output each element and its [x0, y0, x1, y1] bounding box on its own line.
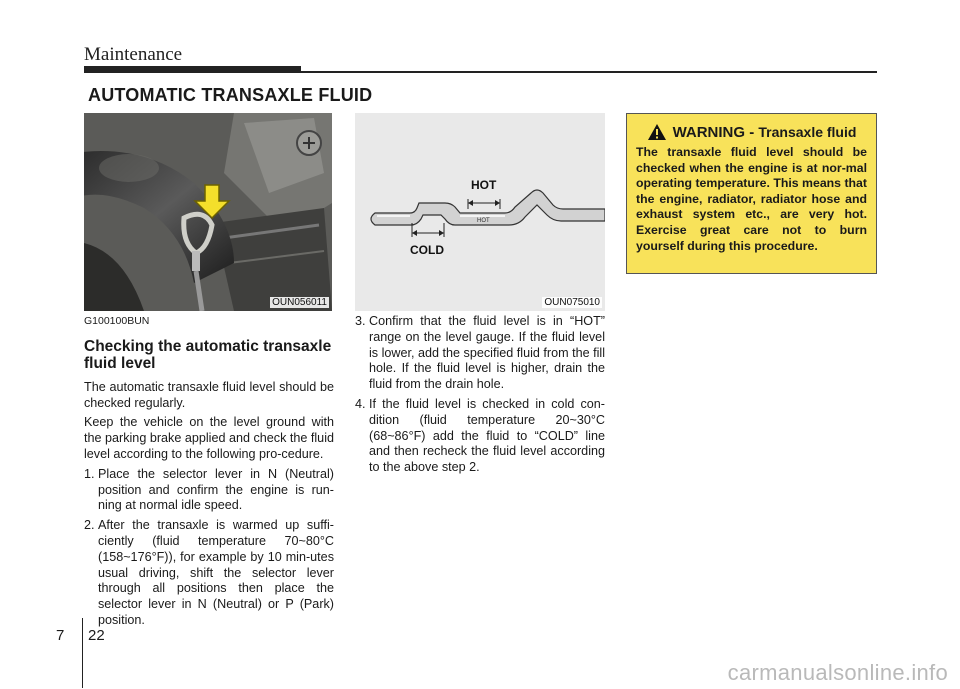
chapter-number: 7 — [56, 627, 65, 644]
header-title: Maintenance — [84, 44, 183, 65]
header-rule — [301, 71, 877, 73]
paragraph: The automatic transaxle fluid level should be checked regularly. — [84, 379, 334, 410]
figure-code: OUN075010 — [544, 297, 600, 308]
paragraph: Keep the vehicle on the level ground with the parking brake applied and check the fluid level according to the following pro-cedure. — [84, 415, 334, 461]
level-gauge-figure — [355, 113, 605, 311]
dipstick-location-photo — [84, 113, 332, 311]
list-item — [355, 397, 605, 476]
gauge-hot-marking: HOT — [477, 218, 490, 224]
step-text: If the fluid level is checked in cold con-dition (fluid temperature 20~30°C (68~86°F) add the fluid to “COLD” line and then recheck the fluid level according to the above step 2. — [369, 396, 605, 475]
page-number: 22 — [88, 627, 105, 644]
hot-label: HOT — [471, 178, 497, 192]
step-text: Place the selector lever in N (Neutral) position and confirm the engine is run-ning at normal idle speed. — [98, 466, 334, 513]
header-bar — [84, 66, 301, 73]
level-gauge-diagram — [355, 113, 605, 311]
warning-box — [626, 113, 877, 274]
footer-divider — [82, 618, 83, 688]
figure-code: OUN056011 — [272, 297, 327, 308]
warning-title: WARNING - Transaxle fluid — [672, 123, 857, 141]
reference-code: G100100BUN — [84, 315, 150, 327]
subsection-title: Checking the automatic transaxle fluid level — [84, 337, 332, 372]
list-item — [84, 518, 334, 629]
cold-range-marker — [412, 223, 444, 237]
warning-triangle-icon — [647, 123, 667, 141]
step-number: 2. — [84, 518, 95, 533]
warning-text: The transaxle fluid level should be checked when the engine is at nor-mal operating temperature. This means that the engine, radiator, radiator hose and exhaust system etc., are very hot. Exercise great care not to burn yourself during this procedure. — [636, 145, 867, 253]
list-item — [84, 467, 334, 514]
step-text: After the transaxle is warmed up suffi-ciently (fluid temperature 70~80°C (158~176°F)), for example by 10 min-utes usual driving, shift the selector lever through all positions then place the selector lever in N (Neutral) or P (Park) position. — [98, 518, 334, 627]
warning-header — [636, 123, 867, 141]
step-number: 4. — [355, 396, 366, 411]
watermark: carmanualsonline.info — [727, 660, 948, 685]
step-number: 1. — [84, 466, 95, 481]
engine-bay-illustration — [84, 113, 332, 311]
step-text: Confirm that the fluid level is in “HOT” range on the level gauge. If the fluid level is lower, add the specified fluid from the fill hole. If the fluid level is higher, drain the fluid from the drain hole. — [369, 314, 605, 392]
cold-label: COLD — [410, 243, 444, 257]
warning-subtitle: Transaxle fluid — [758, 123, 857, 140]
section-title: AUTOMATIC TRANSAXLE FLUID — [88, 85, 373, 105]
hot-range-marker — [468, 199, 500, 209]
right-column — [355, 314, 605, 480]
list-item — [355, 314, 605, 393]
left-column — [84, 314, 334, 633]
step-number: 3. — [355, 314, 366, 328]
